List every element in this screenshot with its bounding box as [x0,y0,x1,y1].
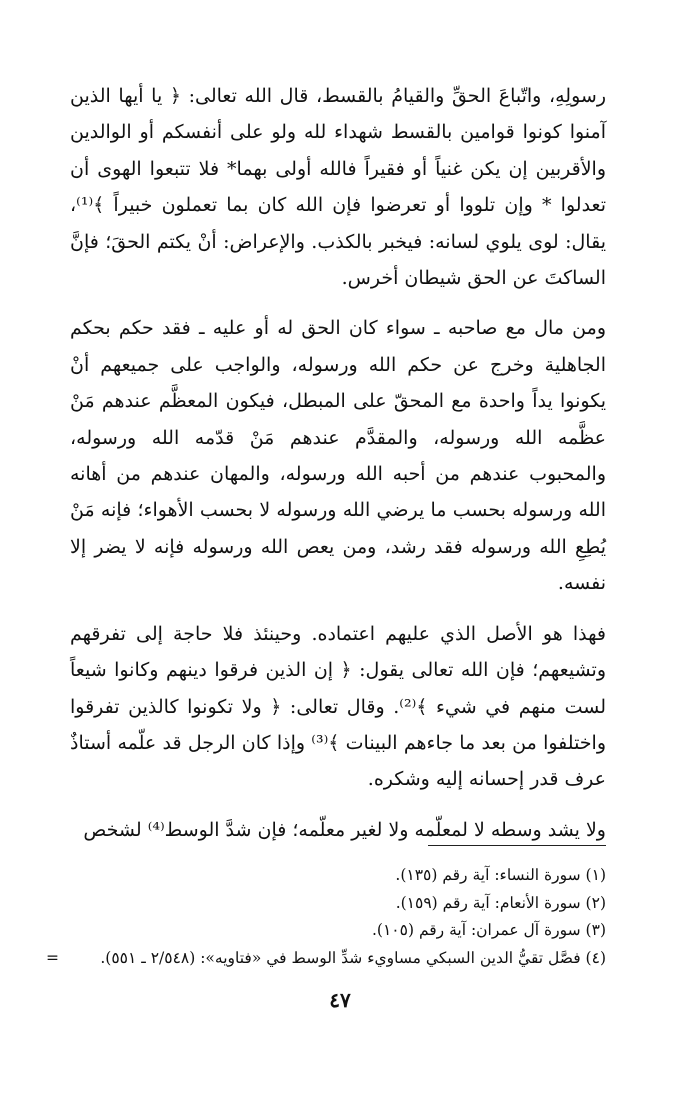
footnote-1: (١) سورة النساء: آية رقم (١٣٥). [395,866,606,884]
paragraph-3: فهذا هو الأصل الذي عليهم اعتماده. وحينئذ فلا حاجة إلى تفرقهم وتشيعهم؛ فإن الله تعالى يقول: ﴿ إن الذين فرقوا دينهم وكانوا شيعاً لست منهم في شيء ﴾⁽²⁾. وقال تعالى: ﴿ ولا تكونوا كالذين تفرقوا واختلفوا من بعد ما جاءهم البينات ﴾⁽³⁾ وإذا كان الرجل قد علّمه أستاذٌ عرف قدر إحسانه إليه وشكره. [70,622,607,791]
footnote-4 [46,945,606,973]
page-number: ٤٧ [329,988,351,1012]
paragraph-4: ولا يشد وسطه لا لمعلّمه ولا لغير معلّمه؛ فإن شدَّ الوسط⁽⁴⁾ لشخص [83,818,606,841]
footnote-2: (٢) سورة الأنعام: آية رقم (١٥٩). [395,893,606,912]
footnote-3: (٣) سورة آل عمران: آية رقم (١٠٥). [372,921,606,939]
paragraph-1: رسولِهِ، واتّباعَ الحقِّ والقيامُ بالقسط، قال الله تعالى: ﴿ يا أيها الذين آمنوا كونوا قوامين بالقسط شهداء لله ولو على أنفسكم أو الوالدين والأقربين إن يكن غنياً أو فقيراً فالله أولى بهما* فلا تتبعوا الهوى أن تعدلوا * وإن تلووا أو تعرضوا فإن الله كان بما تعملون خبيراً ﴾⁽¹⁾، يقال: لوى يلوي لسانه: فيخبر بالكذب. والإعراض: أنْ يكتم الحقَ؛ فإنَّ الساكتَ عن الحق شيطان أخرس. [70,85,606,290]
footnote-separator [428,845,606,846]
main-text [70,78,606,862]
footnotes [46,862,606,972]
footnote-continuation-mark: = [46,948,59,967]
footnote-4-text: (٤) فصَّل تقيُّ الدين السبكي مساويء شدِّ الوسط في «فتاويه»: (٢/٥٤٨ ـ ٥٥١). [100,948,606,967]
paragraph-2: ومن مال مع صاحبه ـ سواء كان الحق له أو عليه ـ فقد حكم بحكم الجاهلية وخرج عن حكم الله ورسوله، والواجب على جميعهم أنْ يكونوا يداً واحدة مع المحقّ على المبطل، فيكون المعظَّم عندهم مَنْ عظَّمه الله ورسوله، والمقدَّم عندهم مَنْ قدّمه الله ورسوله، والمحبوب عندهم من أحبه الله ورسوله، والمهان عندهم من أهانه الله ورسوله بحسب ما يرضي الله ورسوله لا بحسب الأهواء؛ فإنه مَنْ يُطِعِ الله ورسوله فقد رشد، ومن يعص الله ورسوله فإنه لا يضر إلا نفسه. [70,317,606,595]
